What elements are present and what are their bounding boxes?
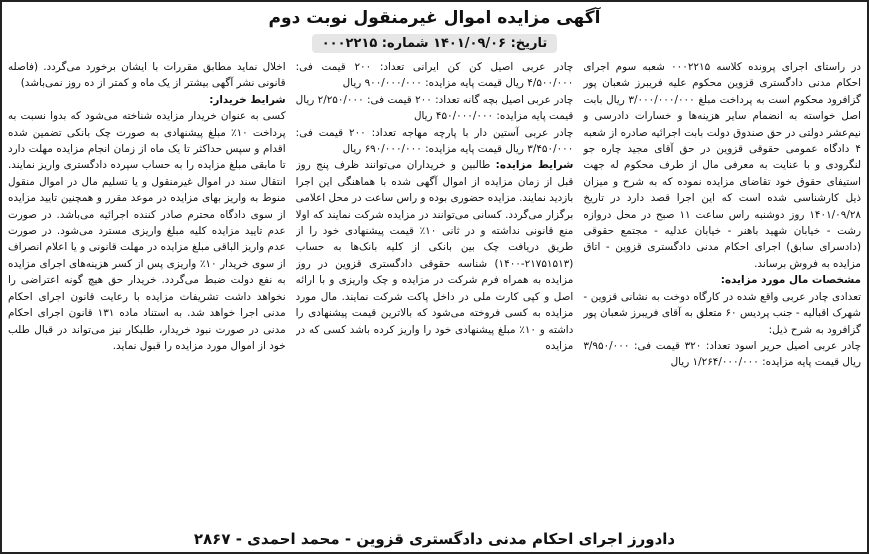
- continuation-paragraph: اخلال نماید مطابق مقررات با ایشان برخورد می‌گردد. (فاصله قانونی نشر آگهی بیشتر از یک ماه و کمتر از ده روز نمی‌باشد): [8, 61, 286, 90]
- buyer-heading: شرایط خریدار:: [209, 93, 286, 106]
- column-middle: [296, 59, 574, 491]
- item-2: چادر عربی اصیل کن کن ایرانی تعداد: ۲۰۰ قیمت فی: ۴/۵۰۰/۰۰۰ ریال قیمت پایه مزایده: ۹۰۰/۰۰۰/۰۰۰ ریال: [295, 61, 574, 90]
- conditions-paragraph: طالبین و خریداران می‌توانند ظرف پنج روز قبل از زمان مزایده از اموال آگهی شده با هماهنگی این اجرا بازدید نمایند. مزایده حضوری بوده و راس ساعت در محل اعلامی برگزار می‌گردد. کسانی می‌توانند در مزایده شرکت نمایند که اولا منع قانونی نداشته و در ثانی ۱۰٪ قیمت پیشنهادی خود را از طریق دریافت چک بین بانکی از کلیه بانک‌ها به حساب (۲۱۷۵۱۵۱۳-۱۴۰۰) شناسه حقوقی دادگستری قزوین در روز مزایده به همراه فرم شرکت در مزایده و چک واریزی و با ارائه اصل و کپی کارت ملی در داخل پاکت شرکت نمایند. مال مورد مزایده به کسی فروخته می‌شود که بالاترین قیمت پیشنهادی را داشته و ۱۰٪ مبلغ پیشنهادی خود را واریز کرده باشد کسی که در مزایده: [295, 159, 574, 352]
- notice-title: آگهی مزایده اموال غیرمنقول نوبت دوم: [268, 8, 601, 28]
- column-left: [8, 59, 286, 491]
- specs-heading: مشخصات مال مورد مزایده:: [720, 274, 861, 287]
- subtitle-bar: [8, 32, 861, 53]
- column-right: [583, 59, 861, 491]
- notice-columns: [8, 59, 861, 491]
- specs-paragraph: تعدادی چادر عربی واقع شده در کارگاه دوخت به نشانی قزوین - شهرک اقبالیه - جنب پردیس ۶۰ متعلق به آقای فریبرز شعبان پور گزافرود به شرح ذیل:: [583, 290, 861, 336]
- intro-paragraph: در راستای اجرای پرونده کلاسه ۰۰۰۲۲۱۵ شعبه سوم اجرای احکام مدنی دادگستری قزوین محکوم علیه فریبرز شعبان پور گزافرود محکوم است به پرداخت مبلغ ۳/۰۰۰/۰۰۰/۰۰۰ ریال بابت اصل خواسته به انضمام سایر هزینه‌ها و خسارات دادرسی و نیم‌عشر دولتی در حق صندوق دولت بابت اجرائیه صادره از شعبه ۴ دادگاه عمومی حقوقی قزوین در حق آقای مجید چاره جو لنگرودی و با عنایت به معرفی مال از طرف محکوم له جهت استیفای حقوق خود تقاضای مزایده نموده که به شرح و میزان ذیل کارشناسی شده است که این اجرا قصد دارد در تاریخ ۱۴۰۱/۰۹/۲۸ روز دوشنبه راس ساعت ۱۱ صبح در محل دروازه رشت - خیابان شهید باهنر - خیابان عدلیه - مجتمع حقوقی (دادسرای سابق) اجرای احکام مدنی دادگستری قزوین - اتاق مزایده به فروش برساند.: [583, 61, 861, 270]
- conditions-heading: شرایط مزایده:: [495, 159, 574, 172]
- signature-line: دادورز اجرای احکام مدنی دادگستری قزوین - محمد احمدی - ۲۸۶۷: [193, 530, 676, 548]
- date-number-line: تاریخ: ۱۴۰۱/۰۹/۰۶ شماره: ۰۰۰۲۲۱۵: [312, 34, 558, 53]
- buyer-paragraph: کسی به عنوان خریدار مزایده شناخته می‌شود که بدوا نسبت به پرداخت ۱۰٪ مبلغ پیشنهادی به صورت چک بانکی تضمین شده اقدام و سپس حداکثر تا یک ماه از زمان انجام مزایده مهلت دارد تا مابقی مبلغ مزایده را به حساب سپرده دادگستری واریز نمایند. انتقال سند در اموال غیرمنقول و یا تسلیم مال در اموال منقول منوط به واریز بهای مزایده در موعد مقرر و همچنین تایید مزایده از سوی دادگاه محترم صادر کننده اجرائیه می‌باشد. در صورت عدم تایید مزایده کلیه مبلغ واریزی مسترد می‌شود. در صورت عدم واریز الباقی مبلغ مزایده در مهلت قانونی و یا اعلام انصراف از سوی خریدار ۱۰٪ واریزی پس از کسر هزینه‌های اجرای مزایده به نفع دولت ضبط می‌گردد. خریدار حق هیچ گونه اعتراضی را نخواهد داشت تشریفات مزایده با رعایت قانون اجرای احکام مدنی اجرا خواهد شد. به استناد ماده ۱۳۱ قانون اجرای احکام مدنی در صورت نبود خریدار، طلبکار نیز می‌تواند در قبال طلب خود از اموال مورد مزایده را قبول نماید.: [8, 110, 286, 352]
- item-4: چادر عربی آستین دار با پارچه مهاجه تعداد: ۲۰۰ قیمت فی: ۳/۴۵۰/۰۰۰ ریال قیمت پایه مزایده: ۶۹۰/۰۰۰/۰۰۰ ریال: [295, 126, 574, 156]
- item-3: چادر عربی اصیل بچه گانه تعداد: ۲۰۰ قیمت فی: ۲/۲۵۰/۰۰۰ ریال قیمت پایه مزایده: ۴۵۰/۰۰۰/۰۰۰ ریال: [295, 93, 574, 123]
- item-1: چادر عربی اصیل حریر اسود تعداد: ۳۲۰ قیمت فی: ۳/۹۵۰/۰۰۰ ریال قیمت پایه مزایده: ۱/۲۶۴/۰۰۰/۰۰۰ ریال: [583, 339, 861, 369]
